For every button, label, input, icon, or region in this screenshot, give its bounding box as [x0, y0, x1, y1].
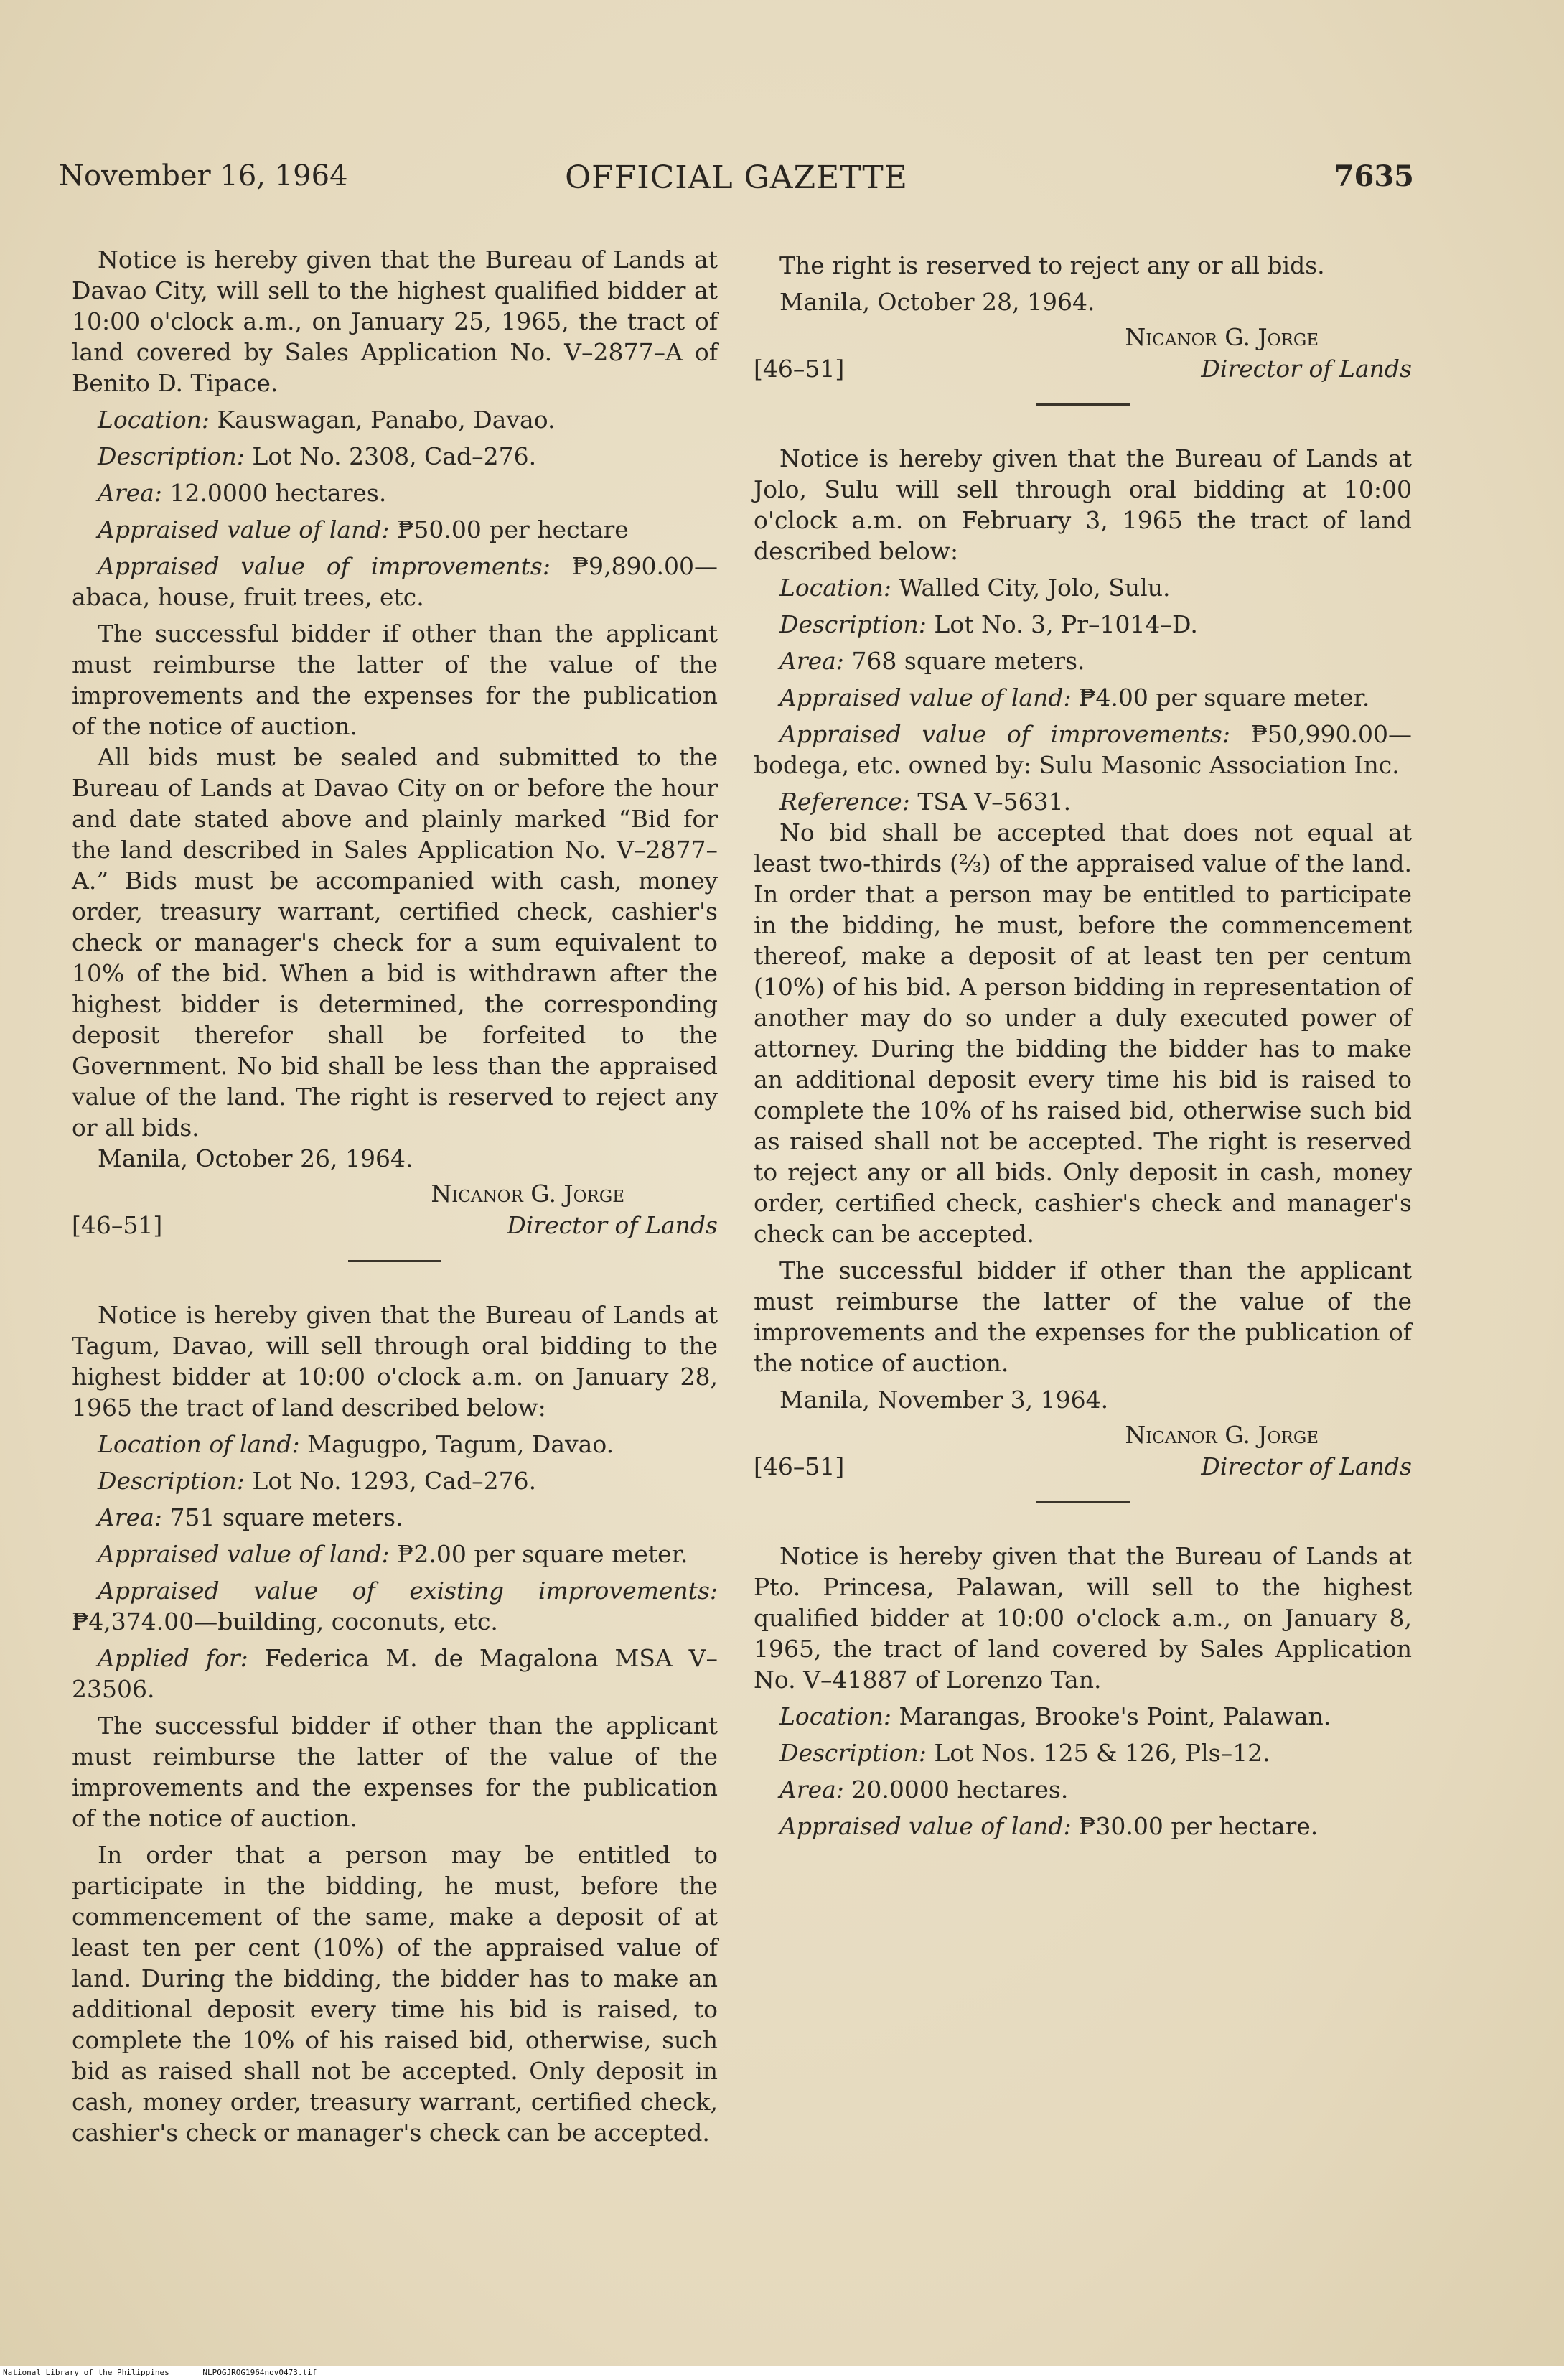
- notice-paragraph: All bids must be sealed and submitted to the Bureau of Lands at Davao City on or before the hour and date stated above and plainly marked “Bid for the land described in Sales Application No. V–2877–A.” Bids must be accompanied with cash, money order, treasury warrant, certified check, cashier's check or manager's check for a sum equivalent to 10% of the bid. When a bid is withdrawn after the highest bidder is determined, the corresponding deposit therefor shall be forfeited to the Government. No bid shall be less than the appraised value of the land. The right is reserved to reject any or all bids.: [72, 743, 718, 1142]
- notice-land-value: Appraised value of land: ₱4.00 per square meter.: [779, 683, 1370, 711]
- notice-jolo: [754, 443, 1412, 1484]
- notice-tagum: [72, 1299, 718, 2148]
- notice-area: Area: 768 square meters.: [779, 647, 1085, 675]
- notice-description: Description: Lot No. 1293, Cad–276.: [98, 1467, 537, 1495]
- notice-davao: [72, 244, 718, 1243]
- notice-improvements: Appraised value of improvements: ₱50,990.00—bodega, etc. owned by: Sulu Masonic Association Inc.: [754, 720, 1412, 779]
- notice-paragraph: The successful bidder if other than the applicant must reimburse the latter of the value of the improvements and the expenses for the publication of the notice of auction.: [754, 1256, 1412, 1377]
- notice-area: Area: 20.0000 hectares.: [779, 1775, 1069, 1803]
- signature-block: [754, 322, 1412, 386]
- right-column: [754, 244, 1412, 1842]
- scan-footer: [0, 2366, 1564, 2380]
- notice-tagum-continued: [754, 250, 1412, 386]
- notice-paragraph: The right is reserved to reject any or all bids.: [779, 251, 1325, 279]
- notice-location: Location: Kauswagan, Panabo, Davao.: [98, 406, 556, 434]
- notice-location: Location: Marangas, Brooke's Point, Palawan.: [779, 1702, 1331, 1730]
- notice-land-value: Appraised value of land: ₱30.00 per hectare.: [779, 1812, 1319, 1840]
- signatory-name: Nicanor G. Jorge: [1125, 1421, 1319, 1449]
- notice-intro: Notice is hereby given that the Bureau of Lands at Tagum, Davao, will sell through oral bidding to the highest bidder at 10:00 o'clock a.m. on January 28, 1965 the tract of land described below:: [72, 1301, 718, 1422]
- notice-intro: Notice is hereby given that the Bureau of Lands at Jolo, Sulu will sell through oral bidding at 10:00 o'clock a.m. on February 3, 1965 the tract of land described below:: [754, 444, 1412, 565]
- publication-title: OFFICIAL GAZETTE: [565, 159, 908, 196]
- page-number: 7635: [1334, 159, 1414, 193]
- notice-location: Location: Walled City, Jolo, Sulu.: [779, 574, 1171, 602]
- notice-land-value: Appraised value of land: ₱2.00 per square meter.: [98, 1540, 688, 1568]
- signatory-office: Director of Lands: [1201, 1452, 1412, 1480]
- notice-applied-for: Applied for: Federica M. de Magalona MSA V–23506.: [72, 1644, 718, 1703]
- notice-dateline: Manila, October 26, 1964.: [98, 1144, 413, 1172]
- notice-description: Description: Lot Nos. 125 & 126, Pls–12.: [779, 1739, 1270, 1767]
- signatory-name: Nicanor G. Jorge: [431, 1180, 624, 1208]
- notice-paragraph: No bid shall be accepted that does not equal at least two-thirds (⅔) of the appraised value of the land. In order that a person may be entitled to participate in the bidding, he must, before the commencement thereof, make a deposit of at least ten per centum (10%) of his bid. A person bidding in representation of another may do so under a duly executed power of attorney. During the bidding the bidder has to make an additional deposit every time his bid is raised to complete the 10% of hs raised bid, otherwise such bid as raised shall not be accepted. The right is reserved to reject any or all bids. Only deposit in cash, money order, certified check, cashier's check and manager's check can be accepted.: [754, 818, 1412, 1248]
- notice-dateline: Manila, October 28, 1964.: [779, 288, 1095, 316]
- signatory-office: Director of Lands: [1201, 355, 1412, 383]
- notice-intro: Notice is hereby given that the Bureau of Lands at Davao City, will sell to the highest qualified bidder at 10:00 o'clock a.m., on January 25, 1965, the tract of land covered by Sales Application No. V–2877–A of Benito D. Tipace.: [72, 246, 718, 397]
- notice-description: Description: Lot No. 2308, Cad–276.: [98, 442, 537, 470]
- issue-code: [46–51]: [754, 355, 845, 383]
- notice-land-value: Appraised value of land: ₱50.00 per hectare: [98, 515, 629, 543]
- header-date: November 16, 1964: [59, 159, 348, 192]
- page-header: [59, 159, 1414, 205]
- notice-paragraph: The successful bidder if other than the applicant must reimburse the latter of the value of the improvements and the expenses for the publication of the notice of auction.: [72, 1712, 718, 1832]
- issue-code: [46–51]: [72, 1211, 163, 1239]
- notice-description: Description: Lot No. 3, Pr–1014–D.: [779, 610, 1198, 638]
- footer-filename: NLPOGJROG1964nov0473.tif: [202, 2368, 317, 2377]
- signature-block: [72, 1178, 718, 1243]
- notice-palawan: [754, 1541, 1412, 1842]
- signature-block: [754, 1419, 1412, 1484]
- notice-location: Location of land: Magugpo, Tagum, Davao.: [98, 1430, 614, 1458]
- notice-improvements: Appraised value of existing improvements: ₱4,374.00—building, coconuts, etc.: [72, 1577, 718, 1635]
- notice-area: Area: 12.0000 hectares.: [98, 479, 387, 507]
- left-column: [72, 244, 718, 2148]
- section-divider: [348, 1260, 441, 1262]
- issue-code: [46–51]: [754, 1452, 845, 1480]
- notice-paragraph: The successful bidder if other than the applicant must reimburse the latter of the value of the improvements and the expenses for the publication of the notice of auction.: [72, 620, 718, 740]
- notice-paragraph: In order that a person may be entitled to participate in the bidding, he must, before the commencement of the same, make a deposit of at least ten per cent (10%) of the appraised value of land. During the bidding, the bidder has to make an additional deposit every time his bid is raised, to complete the 10% of his raised bid, otherwise, such bid as raised shall not be accepted. Only deposit in cash, money order, treasury warrant, certified check, cashier's check or manager's check can be accepted.: [72, 1841, 718, 2147]
- signatory-name: Nicanor G. Jorge: [1125, 323, 1319, 351]
- signatory-office: Director of Lands: [507, 1211, 718, 1239]
- notice-reference: Reference: TSA V–5631.: [779, 788, 1072, 816]
- section-divider: [1036, 1501, 1130, 1503]
- notice-improvements: Appraised value of improvements: ₱9,890.00—abaca, house, fruit trees, etc.: [72, 552, 718, 611]
- section-divider: [1036, 403, 1130, 406]
- notice-area: Area: 751 square meters.: [98, 1503, 403, 1531]
- notice-dateline: Manila, November 3, 1964.: [779, 1386, 1109, 1414]
- notice-intro: Notice is hereby given that the Bureau of Lands at Pto. Princesa, Palawan, will sell to the highest qualified bidder at 10:00 o'clock a.m., on January 8, 1965, the tract of land covered by Sales Application No. V–41887 of Lorenzo Tan.: [754, 1542, 1412, 1694]
- footer-source: National Library of the Philippines: [3, 2368, 169, 2377]
